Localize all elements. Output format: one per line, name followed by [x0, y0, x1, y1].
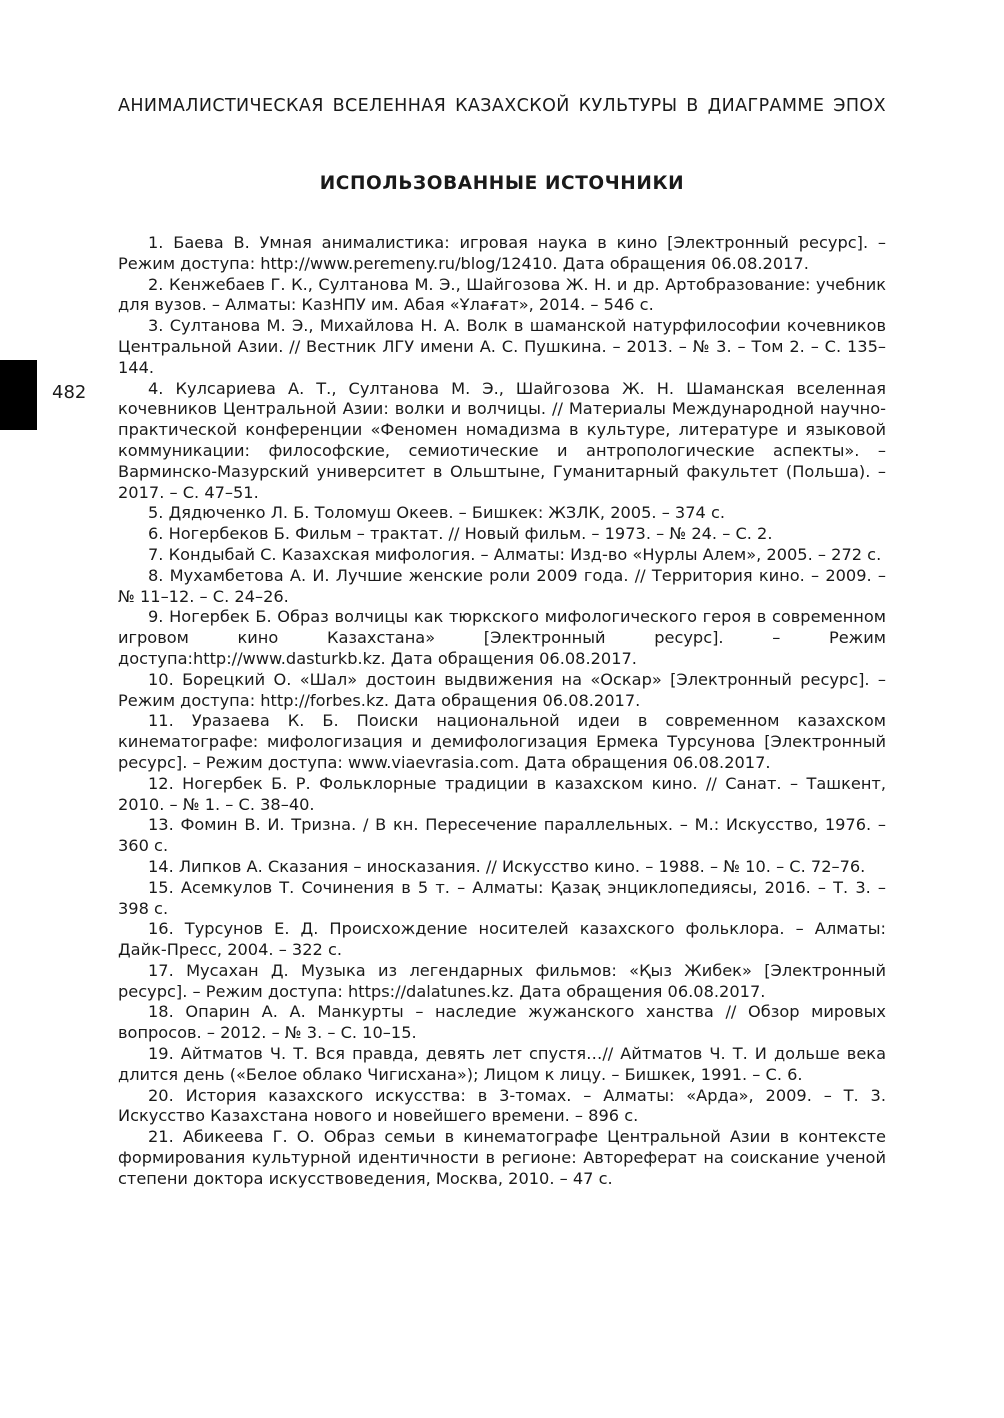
reference-item: 15. Асемкулов Т. Сочинения в 5 т. – Алматы: Қазақ энциклопедиясы, 2016. – Т. 3. – 398 с.: [118, 877, 886, 918]
reference-item: 11. Уразаева К. Б. Поиски национальной идеи в современном казахском кинематографе: мифологизация и демифологизация Ермека Турсунова [Электронный ресурс]. – Режим доступа: www.viaevrasia.com. Дата обращения 06.08.2017.: [118, 711, 886, 772]
reference-item: 9. Ногербек Б. Образ волчицы как тюркского мифологического героя в современном игровом кино Казахстана» [Электронный ресурс]. – Режим доступа:http://www.dasturkb.kz. Дата обращения 06.08.2017.: [118, 607, 886, 668]
reference-item: 10. Борецкий О. «Шал» достоин выдвижения на «Оскар» [Электронный ресурс]. – Режим доступа: http://forbes.kz. Дата обращения 06.08.2017.: [118, 669, 886, 710]
reference-item: 13. Фомин В. И. Тризна. / В кн. Пересечение параллельных. – М.: Искусство, 1976. – 360 с.: [118, 815, 886, 856]
reference-item: 19. Айтматов Ч. Т. Вся правда, девять лет спустя…// Айтматов Ч. Т. И дольше века длится день («Белое облако Чигисхана»); Лицом к лицу. – Бишкек, 1991. – С. 6.: [118, 1044, 886, 1084]
reference-item: 1. Баева В. Умная анималистика: игровая наука в кино [Электронный ресурс]. – Режим доступа: http://www.peremeny.ru/blog/12410. Дата обращения 06.08.2017.: [118, 233, 886, 273]
reference-item: 3. Султанова М. Э., Михайлова Н. А. Волк в шаманской натурфилософии кочевников Центральной Азии. // Вестник ЛГУ имени А. С. Пушкина. – 2013. – № 3. – Том 2. – С. 135–144.: [118, 316, 886, 377]
page-number: 482: [52, 382, 87, 403]
reference-item: 2. Кенжебаев Г. К., Султанова М. Э., Шайгозова Ж. Н. и др. Артобразование: учебник для вузов. – Алматы: КазНПУ им. Абая «Ұлағат», 2014. – 546 с.: [118, 274, 886, 315]
reference-item: 21. Абикеева Г. О. Образ семьи в кинематографе Центральной Азии в контексте формирования культурной идентичности в регионе: Автореферат на соискание ученой степени доктора искусствоведения, Москва, 2010. – 47 с.: [118, 1127, 886, 1188]
reference-item: 18. Опарин А. А. Манкурты – наследие жужанского ханства // Обзор мировых вопросов. – 2012. – № 3. – С. 10–15.: [118, 1002, 886, 1043]
reference-item: 20. История казахского искусства: в 3-томах. – Алматы: «Арда», 2009. – Т. 3. Искусство Казахстана нового и новейшего времени. – 896 с.: [118, 1085, 886, 1126]
page-edge-tab: [0, 360, 37, 430]
reference-item: 16. Турсунов Е. Д. Происхождение носителей казахского фольклора. – Алматы: Дайк-Пресс, 2004. – 322 с.: [118, 919, 886, 960]
reference-item: 14. Липков А. Сказания – иносказания. // Искусство кино. – 1988. – № 10. – С. 72–76.: [148, 856, 866, 876]
reference-item: 17. Мусахан Д. Музыка из легендарных фильмов: «Қыз Жибек» [Электронный ресурс]. – Режим доступа: https://dalatunes.kz. Дата обращения 06.08.2017.: [118, 960, 886, 1001]
section-title: ИСПОЛЬЗОВАННЫЕ ИСТОЧНИКИ: [319, 173, 685, 194]
reference-item: 12. Ногербек Б. Р. Фольклорные традиции в казахском кино. // Санат. – Ташкент, 2010. – № 1. – С. 38–40.: [118, 773, 886, 814]
reference-item: 6. Ногербеков Б. Фильм – трактат. // Новый фильм. – 1973. – № 24. – С. 2.: [148, 524, 773, 544]
reference-item: 8. Мухамбетова А. И. Лучшие женские роли 2009 года. // Территория кино. – 2009. – № 11–12. – С. 24–26.: [118, 565, 886, 606]
reference-item: 4. Кулсариева А. Т., Султанова М. Э., Шайгозова Ж. Н. Шаманская вселенная кочевников Центральной Азии: волки и волчицы. // Материалы Международной научно-практической конференции «Феномен номадизма в культуре, литературе и языковой коммуникации: философские, семиотические и антропологические аспекты». – Варминско-Мазурский университет в Ольштыне, Гуманитарный факультет (Польша). – 2017. – С. 47–51.: [118, 378, 886, 502]
reference-item: 7. Кондыбай С. Казахская мифология. – Алматы: Изд-во «Нурлы Алем», 2005. – 272 с.: [148, 544, 882, 564]
reference-item: 5. Дядюченко Л. Б. Толомуш Океев. – Бишкек: ЖЗЛК, 2005. – 374 с.: [148, 503, 726, 523]
reference-list: [118, 233, 886, 1190]
running-header: АНИМАЛИСТИЧЕСКАЯ ВСЕЛЕННАЯ КАЗАХСКОЙ КУЛЬТУРЫ В ДИАГРАММЕ ЭПОХ: [118, 96, 886, 116]
